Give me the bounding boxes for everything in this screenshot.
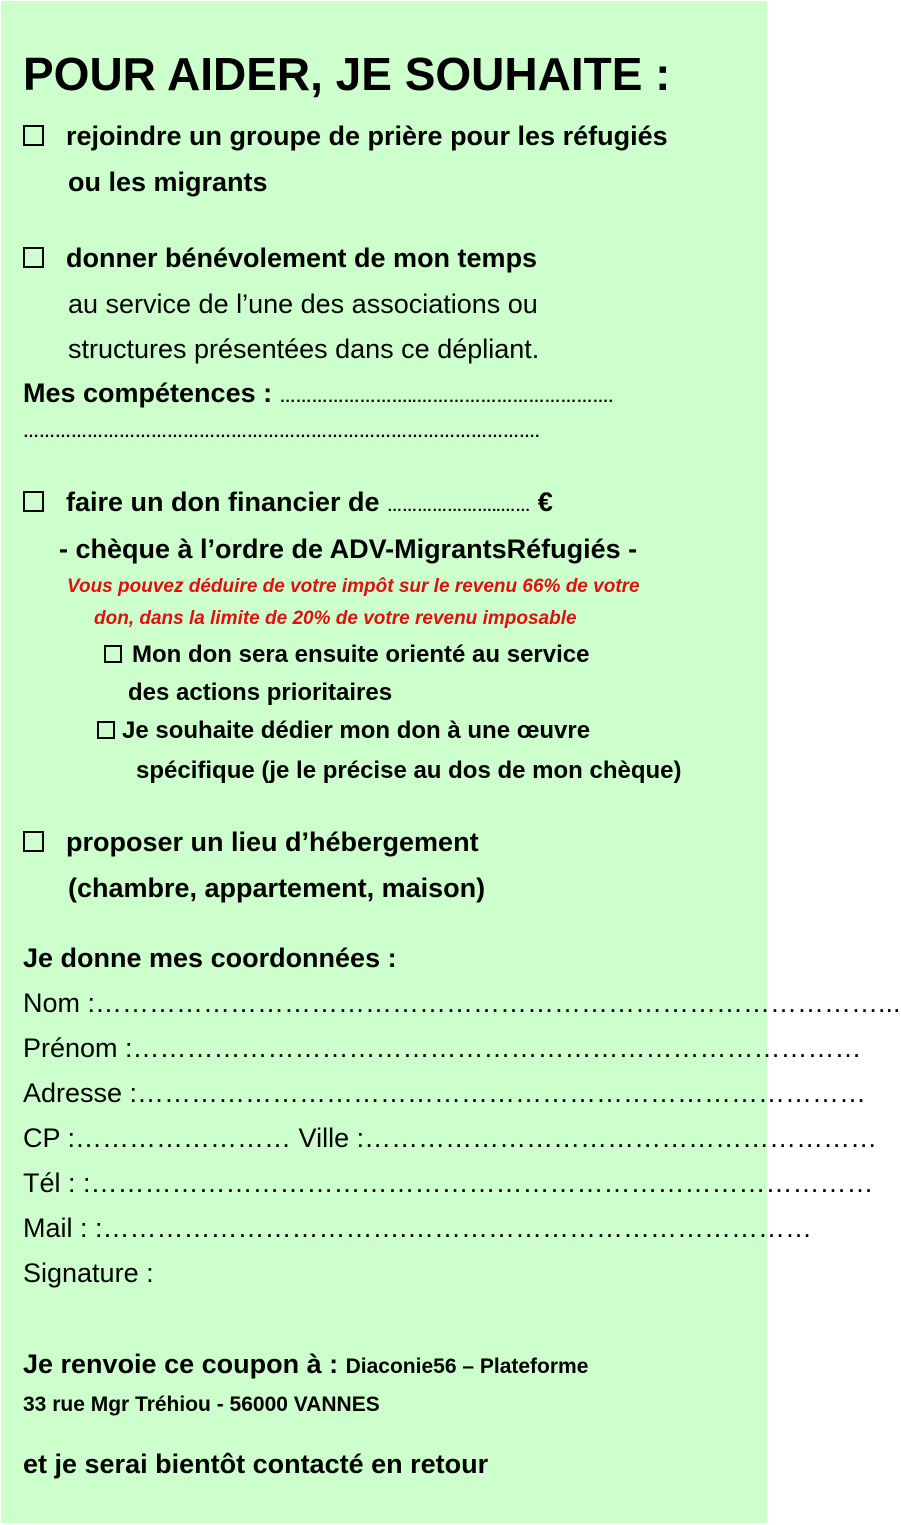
field-cp-ville[interactable] [23,1125,877,1152]
donation-amount-dots[interactable]: …………………..…… [387,498,531,515]
return-label: Je renvoie ce coupon à : [23,1349,339,1379]
option-housing-line1: proposer un lieu d’hébergement [66,827,479,857]
coupon-form [1,1,901,1523]
prayer-checkbox[interactable] [23,125,44,146]
sub-option-priority-line2: des actions prioritaires [128,679,393,706]
field-adresse-text: Adresse :……………………………………………………………………… [23,1078,867,1108]
priority-checkbox[interactable] [104,645,122,663]
sub-option-priority [104,643,589,667]
return-line [23,1351,588,1378]
field-mail-text: Mail : :…………………………….……………………………………… [23,1213,813,1243]
skills-field [23,380,613,407]
field-tel-text: Tél : :…………………………………………………………………………… [23,1168,874,1198]
option-housing-line2: (chambre, appartement, maison) [68,873,486,903]
field-nom-text: Nom :……………………………………………………………………………... [23,988,901,1018]
return-org: Diaconie56 – Plateforme [345,1355,589,1378]
option-prayer-line2: ou les migrants [68,167,268,197]
specific-checkbox[interactable] [97,721,115,739]
field-signature[interactable] [23,1260,154,1287]
euro-sign: € [537,487,553,517]
option-volunteer-line3: structures présentées dans ce dépliant. [68,334,540,364]
sub-option-specific [97,719,590,743]
field-nom[interactable] [23,990,901,1017]
option-housing [23,829,479,856]
return-address: 33 rue Mgr Tréhiou - 56000 VANNES [23,1393,380,1416]
option-prayer-line1: rejoindre un groupe de prière pour les réfugiés [66,121,668,151]
option-donation [23,489,553,516]
skills-dots-line2[interactable]: ……………………………………………………………………………………. [23,424,540,441]
cheque-line: - chèque à l’ordre de ADV-MigrantsRéfugiés - [59,534,638,564]
page-title: POUR AIDER, JE SOUHAITE : [23,48,671,100]
volunteer-checkbox[interactable] [23,247,44,268]
option-volunteer-line1: donner bénévolement de mon temps [66,243,538,273]
contact-heading: Je donne mes coordonnées : [23,943,397,973]
tax-note-line1: Vous pouvez déduire de votre impôt sur le revenu 66% de votre [67,576,640,597]
option-prayer [23,123,668,150]
housing-checkbox[interactable] [23,831,44,852]
skills-label: Mes compétences : [23,378,273,408]
tax-note-line2: don, dans la limite de 20% de votre revenu imposable [94,608,577,629]
donation-checkbox[interactable] [23,491,44,512]
sub-option-specific-line1: Je souhaite dédier mon don à une œuvre [122,717,591,744]
option-volunteer-line2: au service de l’une des associations ou [68,289,538,319]
sub-option-specific-line2: spécifique (je le précise au dos de mon chèque) [136,757,682,784]
field-cp-text: CP :…………………… [23,1123,292,1153]
skills-dots-line1[interactable]: ……………………..………………………………. [279,389,613,406]
option-volunteer [23,245,537,272]
field-prenom-text: Prénom :……………………………………………………………………… [23,1033,862,1063]
field-prenom[interactable] [23,1035,862,1062]
closing-line: et je serai bientôt contacté en retour [23,1449,489,1479]
field-adresse[interactable] [23,1080,866,1107]
field-mail[interactable] [23,1215,812,1242]
field-tel[interactable] [23,1170,874,1197]
field-ville-text: Ville :………………………………………………… [298,1123,878,1153]
sub-option-priority-line1: Mon don sera ensuite orienté au service [132,641,590,668]
field-signature-text: Signature : [23,1258,154,1288]
option-donation-text: faire un don financier de [66,487,380,517]
